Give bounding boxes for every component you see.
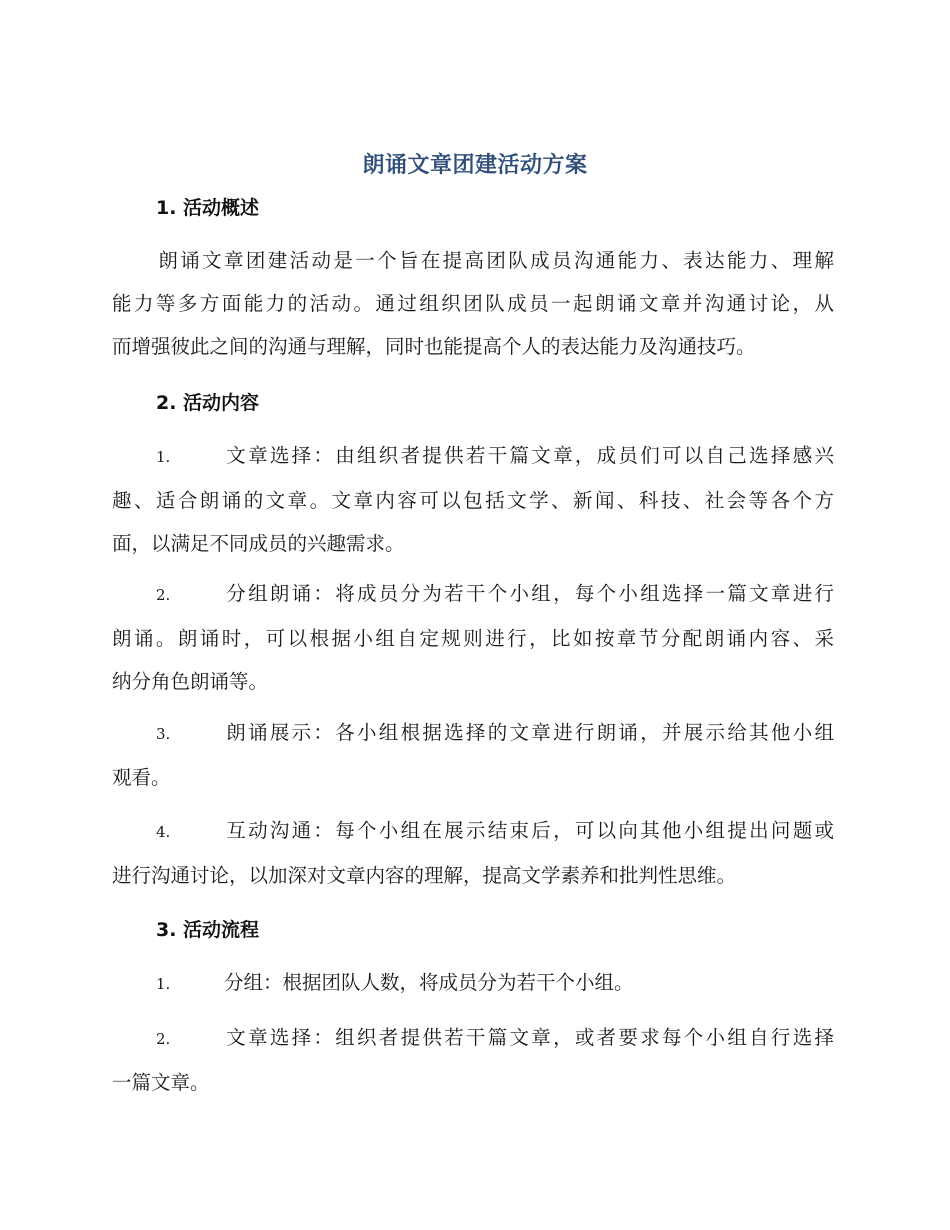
section-1-heading: 1. 活动概述 — [156, 197, 260, 219]
list-item-number: 4. — [156, 823, 171, 841]
paragraph-line: 而增强彼此之间的沟通与理解，同时也能提高个人的表达能力及沟通技巧。 — [112, 335, 756, 358]
page-title: 朗诵文章团建活动方案 — [362, 153, 588, 178]
paragraph-line: 能力等多方面能力的活动。通过组织团队成员一起朗诵文章并沟通讨论，从 — [112, 292, 834, 315]
list-item-text: 一篇文章。 — [112, 1071, 210, 1094]
list-item-number: 1. — [156, 975, 171, 993]
paragraph-line: 朗诵文章团建活动是一个旨在提高团队成员沟通能力、表达能力、理解 — [156, 249, 834, 272]
list-item-text: 朗诵。朗诵时，可以根据小组自定规则进行，比如按章节分配朗诵内容、采 — [112, 627, 834, 650]
list-item-text: 朗诵展示：各小组根据选择的文章进行朗诵，并展示给其他小组 — [224, 721, 834, 744]
list-item-number: 2. — [156, 586, 171, 604]
list-item-text: 趣、适合朗诵的文章。文章内容可以包括文学、新闻、科技、社会等各个方 — [112, 489, 834, 512]
list-item-text: 观看。 — [112, 766, 171, 789]
list-item — [112, 711, 834, 799]
section-2-heading: 2. 活动内容 — [156, 392, 260, 414]
list-item-text: 面，以满足不同成员的兴趣需求。 — [112, 532, 405, 555]
list-item-number: 1. — [156, 448, 171, 466]
list-item — [112, 1016, 834, 1104]
list-item-text: 分组：根据团队人数，将成员分为若干个小组。 — [224, 971, 634, 994]
list-item-text: 分组朗诵：将成员分为若干个小组，每个小组选择一篇文章进行 — [224, 582, 834, 605]
list-item-text: 互动沟通：每个小组在展示结束后，可以向其他小组提出问题或 — [224, 819, 834, 842]
section-3-heading: 3. 活动流程 — [156, 919, 260, 941]
list-item — [112, 572, 834, 703]
list-item — [112, 434, 834, 565]
list-item-text: 进行沟通讨论，以加深对文章内容的理解，提高文学素养和批判性思维。 — [112, 864, 737, 887]
list-item — [112, 961, 834, 1006]
list-item — [112, 809, 834, 897]
list-item-text: 文章选择：组织者提供若干篇文章，或者要求每个小组自行选择 — [224, 1026, 834, 1049]
list-item-number: 3. — [156, 725, 171, 743]
list-item-text: 文章选择：由组织者提供若干篇文章，成员们可以自己选择感兴 — [224, 444, 834, 467]
list-item-number: 2. — [156, 1030, 171, 1048]
list-item-text: 纳分角色朗诵等。 — [112, 670, 269, 693]
section-1-paragraph — [112, 239, 834, 368]
